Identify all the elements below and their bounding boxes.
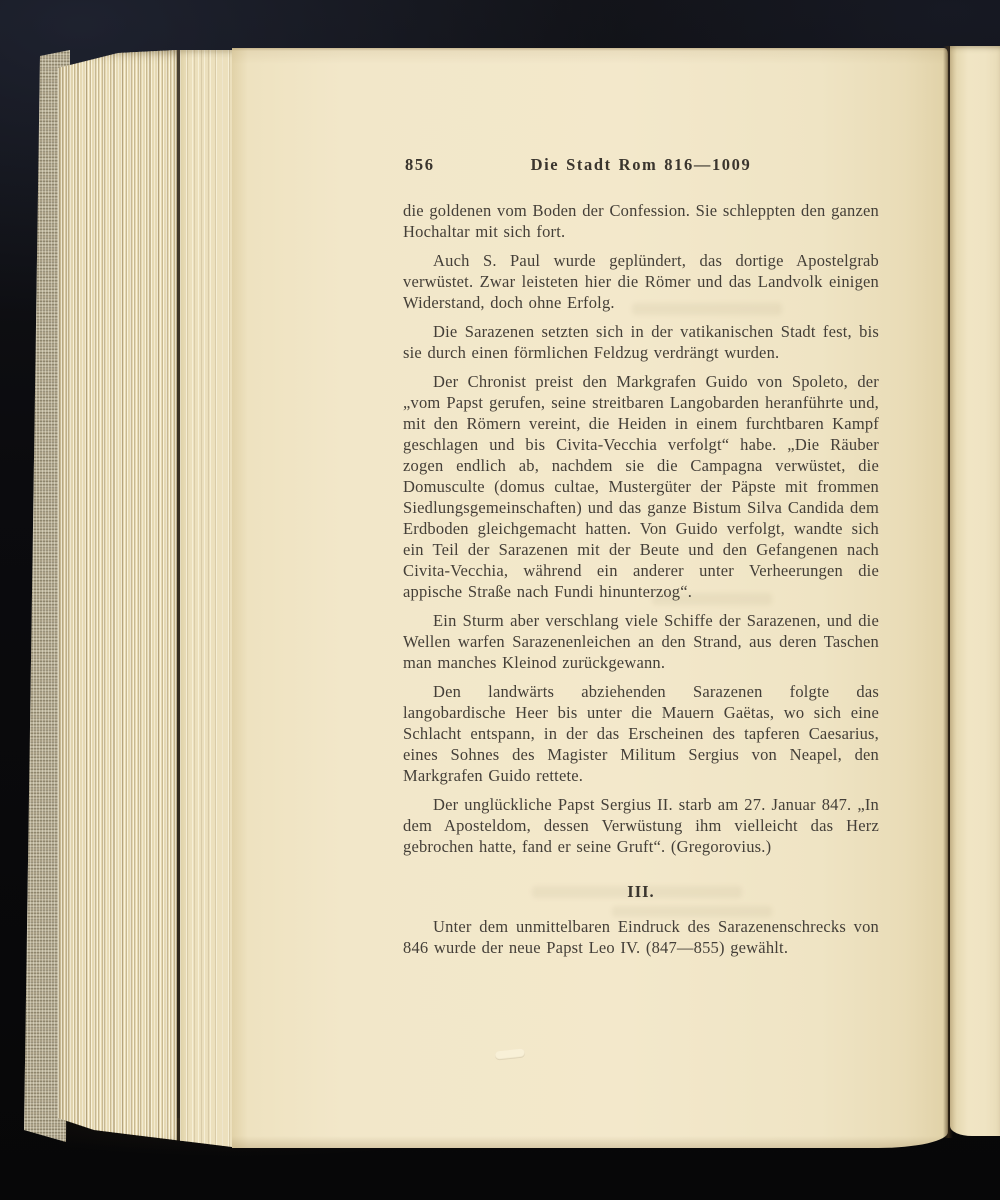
paper-emboss-mark: [495, 1048, 526, 1060]
page-text-block: [403, 154, 879, 958]
book-page-right-edge: [950, 46, 1000, 1136]
running-header: [403, 154, 879, 176]
page-number: 856: [405, 155, 435, 174]
paragraph: Die Sarazenen setzten sich in der vatikanischen Stadt fest, bis sie durch einen förmlichen Feldzug verdrängt wurden.: [403, 322, 879, 362]
paragraph: Unter dem unmittelbaren Eindruck des Sarazenenschrecks von 846 wurde der neue Papst Leo IV. (847—855) gewählt.: [403, 917, 879, 957]
body-text-part1: [403, 200, 879, 857]
paragraph: Der Chronist preist den Markgrafen Guido von Spoleto, der „vom Papst gerufen, seine streitbaren Langobarden heranführte und, mit den Römern vereint, die Heiden in einem furchtbaren Kampf geschlagen und bis Civita-Vecchia verfolgt“ habe. „Die Räuber zogen endlich ab, nachdem sie die Campagna verwüstet, die Domusculte (domus cultae, Mustergüter der Päpste mit frommen Siedlungsgemeinschaften) und das ganze Bistum Silva Candida dem Erdboden gleichgemacht hatten. Von Guido verfolgt, wandte sich ein Teil der Sarazenen mit der Beute und den Gefangenen nach Civita-Vecchia, während ein anderer unter Verheerungen die appische Straße nach Fundi hinunterzog“.: [403, 372, 879, 601]
book-fanned-page-edges: [58, 50, 240, 1150]
running-title: Die Stadt Rom 816—1009: [530, 155, 752, 174]
section-heading: III.: [627, 882, 655, 901]
page-edges-soft-band: [180, 50, 240, 1150]
body-text-part2: [403, 916, 879, 958]
paragraph: die goldenen vom Boden der Confession. Sie schleppten den ganzen Hochaltar mit sich fort.: [403, 201, 879, 241]
page-edges-dense-band: [58, 50, 177, 1150]
paragraph: Auch S. Paul wurde geplündert, das dortige Apostelgrab verwüstet. Zwar leisteten hier die Römer und das Landvolk einigen Widerstand, doch ohne Erfolg.: [403, 251, 879, 312]
paragraph: Ein Sturm aber verschlang viele Schiffe der Sarazenen, und die Wellen warfen Sarazenenleichen an den Strand, aus deren Taschen man manches Kleinod zurückgewann.: [403, 611, 879, 672]
book-page-left: [232, 48, 948, 1148]
paragraph: Der unglückliche Papst Sergius II. starb am 27. Januar 847. „In dem Aposteldom, dessen Verwüstung ihm vielleicht das Herz gebrochen hatte, fand er seine Gruft“. (Gregorovius.): [403, 795, 879, 856]
paragraph: Den landwärts abziehenden Sarazenen folgte das langobardische Heer bis unter die Mauern Gaëtas, wo sich eine Schlacht entspann, in der das Erscheinen des tapferen Caesarius, eines Sohnes des Magister Militum Sergius von Neapel, den Markgrafen Guido rettete.: [403, 682, 879, 785]
